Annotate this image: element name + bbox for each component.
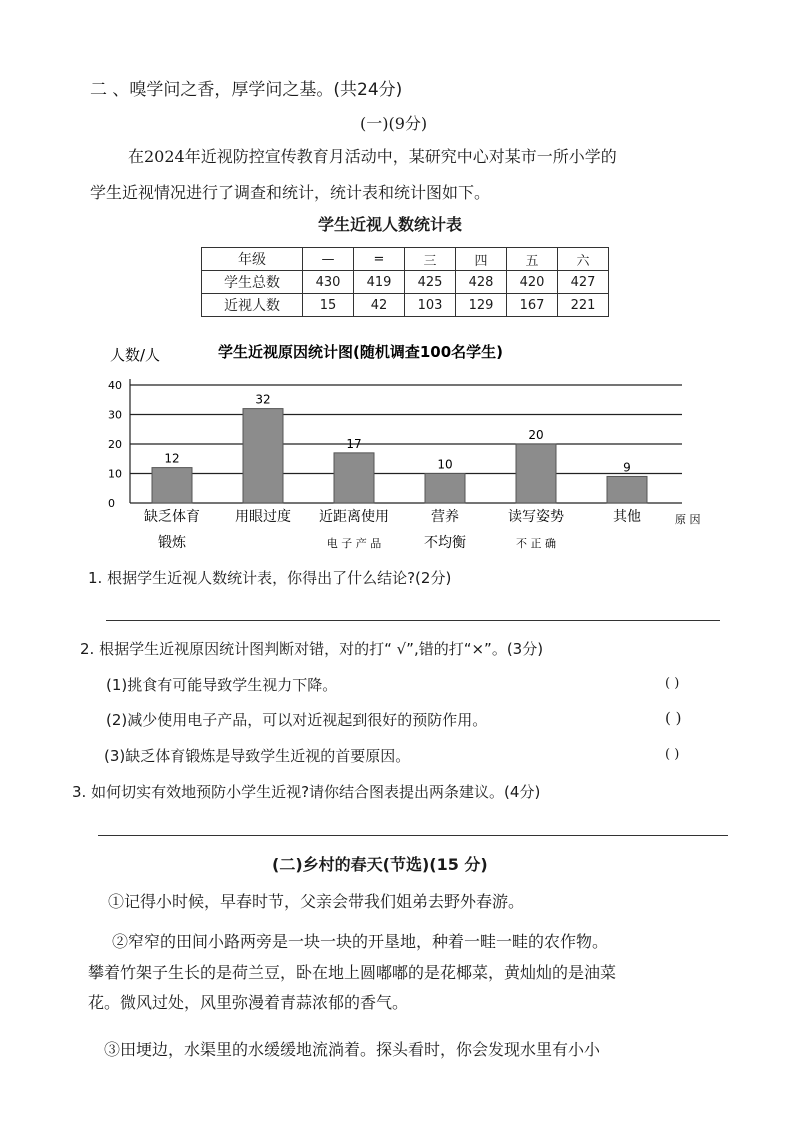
- myopia-count-table: [201, 247, 609, 317]
- table-cell: 425: [405, 271, 456, 294]
- part1-heading: (一)(9分): [360, 114, 428, 133]
- table-row: [202, 294, 609, 317]
- table-cell: 420: [507, 271, 558, 294]
- question-2-item-1: (1)挑食有可能导致学生视力下降。: [106, 676, 338, 694]
- question-3: 3. 如何切实有效地预防小学生近视?请你结合图表提出两条建议。(4分): [72, 783, 541, 801]
- table-cell: 221: [558, 294, 609, 317]
- table-cell: 167: [507, 294, 558, 317]
- chart-bar: [152, 468, 192, 503]
- chart-data-label: 12: [164, 451, 180, 466]
- chart-title: 学生近视原因统计图(随机调查100名学生): [218, 343, 504, 361]
- chart-category-label: 营养: [431, 509, 459, 525]
- chart-category-label-line2: 不 正 确: [516, 537, 556, 550]
- chart-category-label-line2: 电 子 产 品: [326, 537, 382, 550]
- chart-category-label: 读写姿势: [508, 509, 564, 525]
- myopia-cause-bar-chart: [0, 335, 793, 560]
- intro-line-2: 学生近视情况进行了调查和统计，统计表和统计图如下。: [90, 183, 491, 202]
- chart-category-label: 缺乏体育: [144, 509, 200, 525]
- chart-data-label: 20: [528, 428, 544, 442]
- answer-line-3[interactable]: [98, 835, 728, 836]
- table-cell: 15: [303, 294, 354, 317]
- chart-bar: [607, 476, 647, 503]
- table-cell: 42: [354, 294, 405, 317]
- question-2: 2. 根据学生近视原因统计图判断对错，对的打“ √”,错的打“×”。(3分): [80, 640, 544, 658]
- table-cell: 428: [456, 271, 507, 294]
- chart-xlabel: 原 因: [675, 513, 701, 526]
- chart-bar: [243, 409, 283, 503]
- passage-paragraph-3-line-1: ③田埂边，水渠里的水缓缓地流淌着。探头看时，你会发现水里有小小: [104, 1040, 601, 1059]
- chart-data-label: 10: [437, 457, 453, 472]
- passage-paragraph-1: ①记得小时候，早春时节，父亲会带我们姐弟去野外春游。: [108, 892, 525, 911]
- table-title: 学生近视人数统计表: [318, 215, 463, 234]
- chart-bar: [425, 474, 465, 504]
- chart-ylabel: 人数/人: [110, 346, 161, 364]
- chart-category-label-line2: 不均衡: [424, 535, 466, 551]
- intro-line-1: 在2024年近视防控宣传教育月活动中，某研究中心对某市一所小学的: [128, 147, 617, 166]
- answer-paren-3[interactable]: ( ): [665, 747, 680, 762]
- chart-bar: [516, 444, 556, 503]
- table-cell: 129: [456, 294, 507, 317]
- chart-ytick-label: 40: [108, 379, 122, 392]
- table-grade-cell: =: [354, 248, 405, 271]
- chart-category-label-line2: 锻炼: [158, 535, 186, 551]
- chart-ytick-label: 30: [108, 408, 122, 422]
- passage-paragraph-2-line-2: 攀着竹架子生长的是荷兰豆，卧在地上圆嘟嘟的是花椰菜，黄灿灿的是油菜: [88, 963, 617, 982]
- passage-paragraph-2-line-1: ②窄窄的田间小路两旁是一块一块的开垦地，种着一畦一畦的农作物。: [112, 932, 609, 951]
- table-grade-cell: 三: [405, 248, 456, 271]
- question-1: 1. 根据学生近视人数统计表，你得出了什么结论?(2分): [88, 569, 452, 587]
- table-cell: 419: [354, 271, 405, 294]
- chart-data-label: 9: [623, 460, 631, 475]
- chart-ytick-label: 0: [108, 497, 115, 510]
- table-header-row: [202, 248, 609, 271]
- table-cell: 103: [405, 294, 456, 317]
- question-2-item-2: (2)减少使用电子产品，可以对近视起到很好的预防作用。: [106, 711, 488, 729]
- table-cell: 427: [558, 271, 609, 294]
- table-header-label: 年级: [202, 248, 303, 271]
- chart-data-label: 32: [255, 392, 271, 407]
- table-grade-cell: 六: [558, 248, 609, 271]
- table-grade-cell: 五: [507, 248, 558, 271]
- table-cell: 430: [303, 271, 354, 294]
- section-title: 二 、嗅学问之香，厚学问之基。(共24分): [90, 80, 403, 100]
- chart-category-label: 近距离使用: [319, 509, 389, 525]
- chart-data-label: 17: [346, 436, 362, 451]
- table-row: [202, 271, 609, 294]
- table-grade-cell: 四: [456, 248, 507, 271]
- chart-ytick-label: 20: [108, 438, 122, 451]
- table-row-label: 学生总数: [202, 271, 303, 294]
- passage-paragraph-2-line-3: 花。微风过处，风里弥漫着青蒜浓郁的香气。: [88, 993, 409, 1012]
- table-grade-cell: —: [303, 248, 354, 271]
- chart-ytick-label: 10: [108, 467, 122, 481]
- answer-line-1[interactable]: [106, 620, 720, 621]
- chart-category-label: 其他: [613, 509, 641, 525]
- answer-paren-2[interactable]: ( ): [665, 709, 682, 727]
- table-row-label: 近视人数: [202, 294, 303, 317]
- part2-heading: (二)乡村的春天(节选)(15 分): [272, 855, 488, 874]
- chart-bar: [334, 453, 374, 503]
- answer-paren-1[interactable]: ( ): [665, 676, 680, 691]
- chart-category-label: 用眼过度: [235, 509, 291, 525]
- question-2-item-3: (3)缺乏体育锻炼是导致学生近视的首要原因。: [104, 747, 411, 765]
